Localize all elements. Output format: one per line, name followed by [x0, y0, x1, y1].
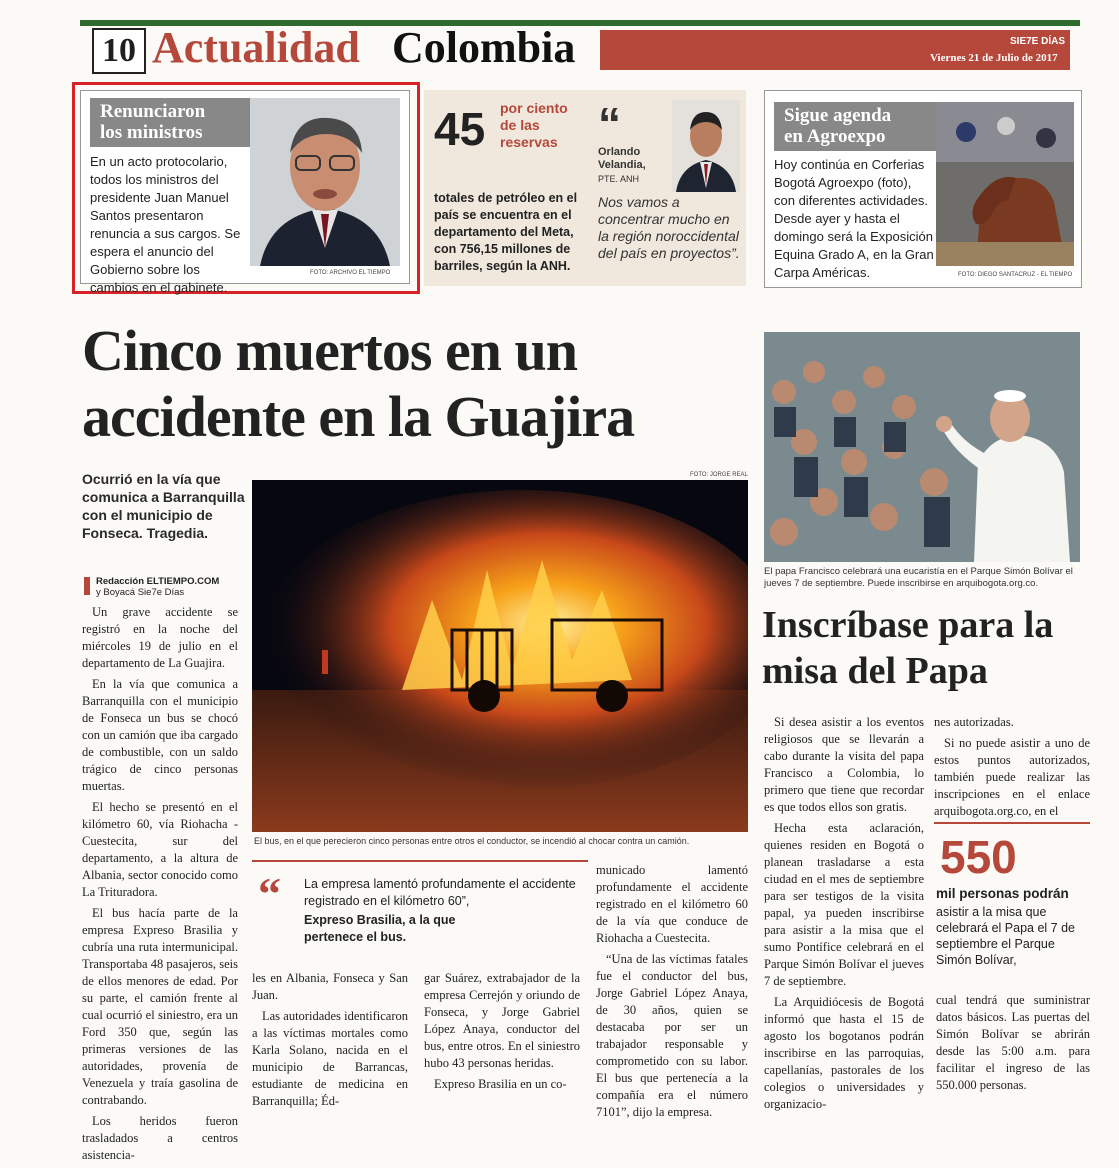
- pope-column-2a: nes autorizadas. Si no puede asistir a uno de estos puntos autorizados, también puede realizar las inscripciones en el enlace arquibogota.org.co, en el: [934, 715, 1090, 818]
- main-headline: Cinco muertos en un accidente en la Guajira: [82, 318, 635, 449]
- quote-text: Nos vamos a concentrar mucho en la región noroccidental del país en proyectos”.: [598, 194, 740, 261]
- main-column-1: Un grave accidente se registró en la noche del miércoles 19 de julio en el departamento de La Guajira. En la vía que comunica a Barranquilla con el municipio de Fonseca un bus se chocó con un camión que iba cargado de combustible, con un saldo trágico de cinco personas muertas. El hecho se presentó en el kilómetro 60, vía Riohacha - Cuestecita, sur del departamento, a la altura de Albania, sector conocido como La Trituradora. El bus hacía parte de la empresa Expreso Brasilia y cubría una ruta intermunicipal. Transportaba 48 pasajeros, seis de ellos menores de edad. Por su parte, el camión frente al cual ocurrió el siniestro, era un Ford 350 que, según las primeras versiones de las autoridades, provenía de Venezuela y traía gasolina de contrabando. Los heridos fueron trasladados a centros asistencia-: [82, 605, 238, 1162]
- masthead-bar: [600, 30, 1070, 70]
- section-title-red: Actualidad: [152, 23, 360, 72]
- main-column-2: les en Albania, Fonseca y San Juan. Las autoridades identificaron a las víctimas mortales como Karla Solano, nacida en el municipio de Barrancas, estudiante de medicina en Barranquilla; Éd-: [252, 971, 408, 1108]
- stat-rule: [934, 822, 1090, 824]
- main-column-3: gar Suárez, extrabajador de la empresa Cerrejón y oriundo de Fonseca, y Jorge Gabriel López Anaya, conductor del bus, entre otros. En el siniestro hubo 43 personas heridas. Expreso Brasilia en un co-: [424, 971, 580, 1091]
- section-title-black: Colombia: [392, 23, 576, 72]
- stat-text: asistir a la misa que celebrará el Papa el 7 de septiembre el Parque Simón Bolívar,: [936, 905, 1075, 967]
- fire-caption: El bus, en el que perecieron cinco personas entre otros el conductor, se incendió al chocar contra un camión.: [254, 836, 690, 846]
- pull-quote-text: La empresa lamentó profundamente el accidente registrado en el kilómetro 60”,: [304, 877, 576, 908]
- pope-headline: Inscríbase para la misa del Papa: [762, 604, 1054, 692]
- fire-photo-illustration: [252, 480, 748, 832]
- agroexpo-text: Hoy continúa en Corferias Bogotá Agroexpo (foto), con diferentes actividades. Desde ayer y hasta el domingo será la Exposición Equina Grado A, en la Gran Carpa Américas.: [774, 157, 934, 280]
- minister-photo-illustration: [250, 98, 400, 266]
- stat-number: 550: [940, 831, 1017, 883]
- ministers-photo-credit: FOTO: ARCHIVO EL TIEMPO: [310, 270, 391, 276]
- stat-label: mil personas podrán: [936, 886, 1069, 901]
- brand-label: SIE7E DÍAS: [1010, 36, 1066, 47]
- pull-quote-source: Expreso Brasilia, a la que pertenece el bus.: [304, 913, 456, 944]
- pull-quote-rule: [252, 860, 588, 862]
- agroexpo-photo-credit: FOTO: DIEGO SANTACRUZ - EL TIEMPO: [958, 272, 1073, 278]
- page-number: 10: [92, 28, 146, 74]
- horse-photo: [936, 102, 1074, 266]
- reserves-text: totales de petróleo en el país se encuentra en el departamento del Meta, con 756,15 millones de barriles, según la ANH.: [434, 191, 578, 273]
- ministers-text: En un acto protocolario, todos los ministros del presidente Juan Manuel Santos presentaron renuncia a sus cargos. Se espera el anuncio del Gobierno sobre los cambios en el gabinete.: [90, 154, 241, 295]
- main-photo-credit: FOTO: JORGE REAL: [690, 472, 748, 478]
- issue-date: Viernes 21 de Julio de 2017: [930, 52, 1058, 64]
- ministers-title: Renunciaron los ministros: [90, 98, 260, 147]
- reserves-number: 45: [434, 103, 486, 155]
- minister-photo: [250, 98, 400, 266]
- main-column-4: municado lamentó profundamente el accidente registrado en el kilómetro 60 de la vía que conduce de Riohacha a Cuestecita. “Una de las víctimas fatales fue el conductor del bus, Jorge Gabriel López Anaya, de 30 años, quien se destacaba por ser un trabajador responsable y comprometido con su labor. El bus que pertenecía a la compañía era el número 7101”, dijo la empresa.: [596, 863, 748, 1119]
- velandia-photo-illustration: [672, 100, 740, 192]
- reserves-label: por ciento de las reservas: [500, 100, 568, 150]
- quote-person-role: PTE. ANH: [598, 174, 640, 184]
- horse-photo-illustration: [936, 102, 1074, 266]
- byline: Redacción ELTIEMPO.COM y Boyacá Sie7e Días: [96, 576, 220, 598]
- quote-icon: “: [598, 98, 621, 150]
- fire-photo: [252, 480, 748, 832]
- pope-caption: El papa Francisco celebrará una eucaristía en el Parque Simón Bolívar el jueves 7 de septiembre. Puede inscribirse en arquibogota.org.co.: [764, 566, 1073, 589]
- velandia-photo: [672, 100, 740, 192]
- pope-photo-illustration: [764, 332, 1080, 562]
- main-lead: Ocurrió en la vía que comunica a Barranquilla con el municipio de Fonseca. Tragedia.: [82, 471, 245, 541]
- pull-quote-icon: “: [258, 868, 281, 919]
- agroexpo-title: Sigue agenda en Agroexpo: [774, 102, 944, 151]
- pope-photo: [764, 332, 1080, 562]
- byline-marker: [84, 577, 90, 595]
- quote-person-name: Orlando Velandia,: [598, 146, 646, 171]
- pope-column-1: Si desea asistir a los eventos religiosos que se llevarán a cabo durante la visita del papa Francisco a Colombia, lo primero que tiene que recordar es que todos ellos son gratis. Hecha esta aclaración, quienes residen en Bogotá o planean trasladarse a esta ciudad en el mes de septiembre para ser testigos de la visita papal, ya pueden inscribirse para asistir a la misa que el sumo Pontífice celebrará en el Parque Simón Bolívar el jueves 7 de septiembre. La Arquidiócesis de Bogotá informó que hasta el 15 de agosto los bogotanos podrán inscribirse en las parroquias, capellanías, pastorales de los colegios o universidades y organizacio-: [764, 715, 924, 1111]
- pope-column-2b: cual tendrá que suministrar datos básicos. Las puertas del Simón Bolívar se abrirán desde las 5:00 a.m. para facilitar el ingreso de las 550.000 personas.: [936, 993, 1090, 1092]
